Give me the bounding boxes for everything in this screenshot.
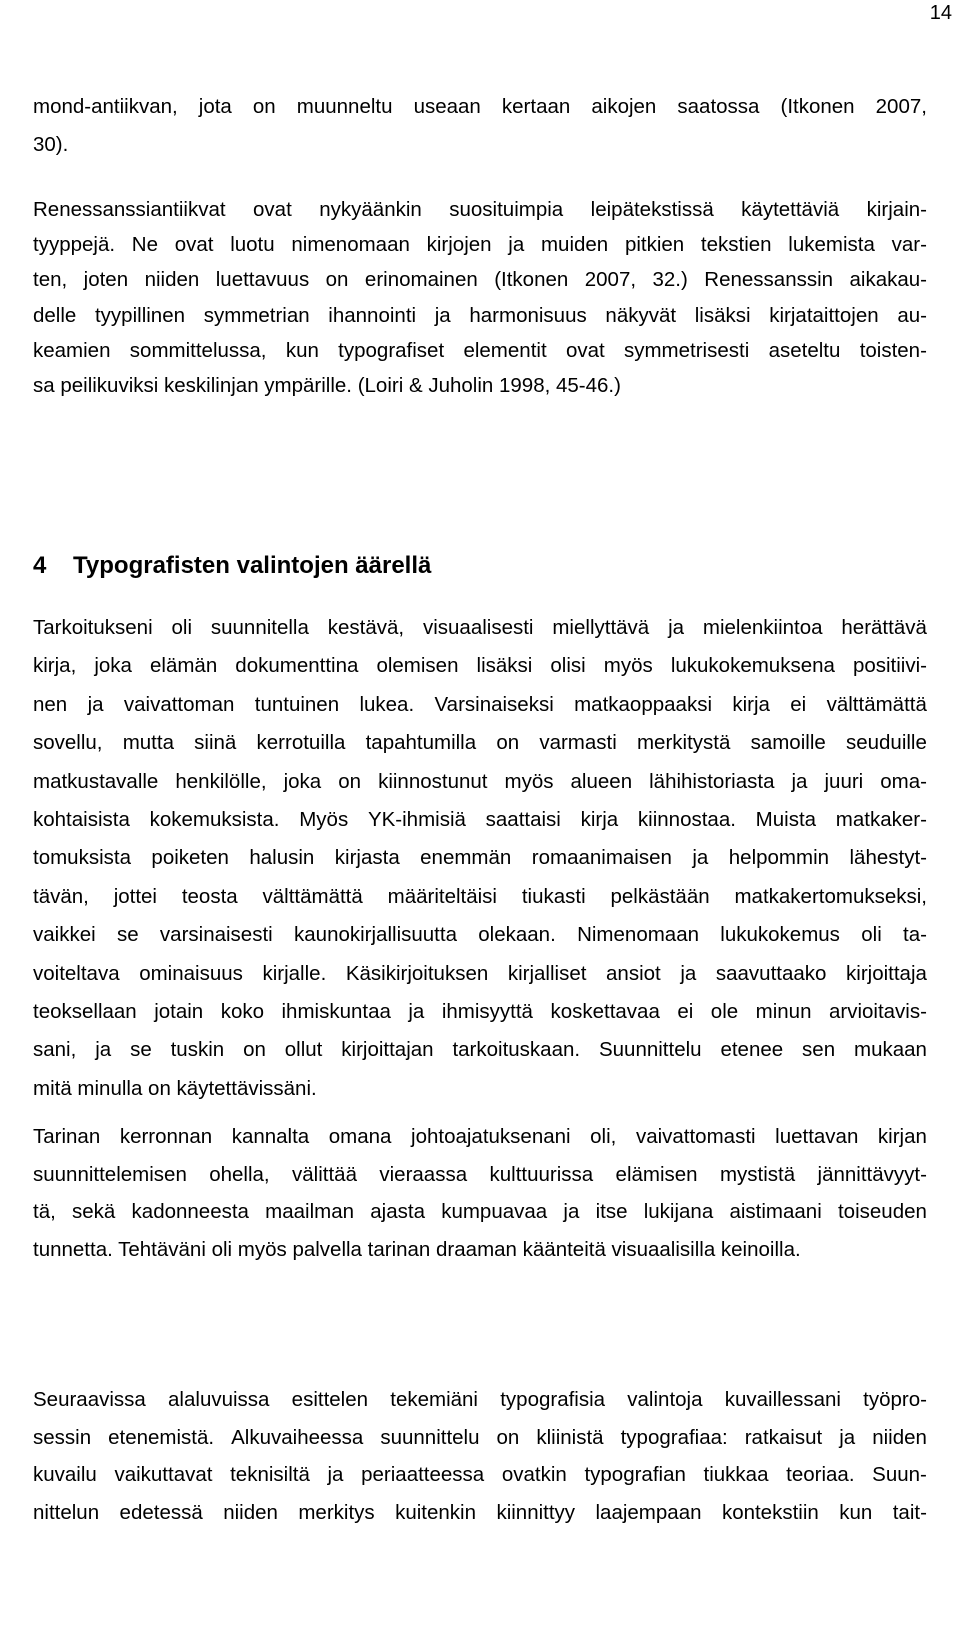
word: niiden (872, 1425, 927, 1449)
word: muunneltu (296, 95, 393, 118)
word: kirjataittojen (769, 303, 879, 327)
word: kumpuavaa (441, 1200, 548, 1223)
word: myös (504, 769, 554, 793)
text-line (33, 692, 927, 718)
word: valintoja (627, 1388, 703, 1411)
word: vaivattoman (123, 692, 235, 716)
word: suunnittelemisen (33, 1162, 187, 1186)
word: poiketen (151, 846, 229, 870)
word: elementit (463, 338, 547, 362)
word: Myös (299, 808, 349, 831)
word: tiukkaa (703, 1463, 769, 1487)
text-line (33, 1425, 927, 1451)
word: leipätekstissä (590, 198, 714, 221)
word: lukea. (359, 692, 415, 716)
word: Käsikirjoituksen (345, 961, 489, 985)
word: Tarinan (33, 1125, 101, 1148)
word: on (496, 731, 520, 755)
word: typografisia (500, 1388, 606, 1411)
word: ja (87, 692, 104, 716)
word: ja (680, 961, 697, 985)
word: kadonneesta (131, 1200, 249, 1223)
word: teosta (181, 884, 238, 908)
word: Muista (755, 808, 817, 831)
word: arvioitavis- (828, 1000, 927, 1023)
word: matkaker- (835, 808, 927, 831)
word: oli, (590, 1125, 617, 1148)
word: aikojen (591, 95, 657, 118)
word: se (130, 1038, 152, 1062)
word: kertaan (501, 95, 571, 118)
word: ihmisyyttä (441, 1000, 533, 1023)
word: herättävä (841, 616, 927, 639)
word: ta- (903, 923, 927, 947)
word: itse (595, 1200, 628, 1223)
word: kerrotuilla (256, 731, 346, 755)
word: varmasti (539, 731, 617, 755)
text-line: 30). (33, 133, 69, 156)
section-heading (33, 551, 431, 581)
word: oli (171, 616, 193, 639)
word: edetessä (119, 1501, 203, 1525)
word: on (252, 95, 276, 118)
heading-title: Typografisten valintojen äärellä (73, 552, 432, 579)
word: matkaoppaaksi (574, 692, 712, 716)
word: sommittelussa, (129, 338, 267, 362)
word: jota (198, 95, 232, 118)
word: henkilölle, (175, 769, 267, 793)
word: tomuksista (33, 846, 131, 870)
word: lähihistoriasta (649, 769, 775, 793)
word: positiivi- (852, 654, 927, 678)
word: elämisen (615, 1162, 698, 1186)
word: aikakau- (849, 268, 927, 292)
word: omana (328, 1125, 392, 1148)
text-line (33, 653, 927, 679)
word: kirjan (877, 1125, 927, 1148)
word: typografian (584, 1463, 686, 1487)
text-line (33, 1462, 927, 1488)
word: koko (220, 1000, 265, 1023)
word: mukaan (854, 1038, 927, 1062)
word: voiteltava (33, 961, 120, 985)
word: lukemista (788, 233, 875, 257)
word: kerronnan (119, 1125, 213, 1148)
word: Nimenomaan (577, 923, 699, 947)
word: tiukasti (521, 884, 586, 908)
text-line (33, 1500, 927, 1526)
word: muiden (540, 233, 609, 257)
word: helpommin (728, 846, 830, 870)
word: kiinnostunut (378, 769, 488, 793)
word: merkitystä (636, 731, 731, 755)
word: kiinnittyy (496, 1501, 576, 1525)
word: kirjain- (866, 198, 927, 221)
word: ja (692, 846, 709, 870)
word: typografiset (338, 338, 445, 362)
word: romaanimaisen (531, 846, 672, 870)
word: alaluvuissa (168, 1388, 270, 1411)
word: alueen (570, 769, 633, 793)
word: sen (802, 1038, 836, 1062)
word: oli (861, 923, 882, 947)
word: ei (677, 1000, 694, 1023)
text-line (33, 961, 927, 987)
word: laajempaan (595, 1501, 702, 1525)
word: ten, (33, 268, 68, 292)
word: samoille (750, 731, 826, 755)
text-line: mitä minulla on käytettävissäni. (33, 1076, 317, 1100)
word: sani, (33, 1038, 77, 1062)
word: saattaisi (485, 808, 561, 831)
word: olisi (550, 654, 586, 678)
word: kuvaillessani (724, 1388, 841, 1411)
word: kohtaisista (33, 808, 130, 831)
word: sessin (33, 1425, 92, 1449)
word: lisäksi (476, 654, 533, 678)
word: vaikkei (33, 923, 96, 947)
word: Varsinaiseksi (434, 692, 554, 716)
word: suunnittelu (380, 1425, 480, 1449)
word: lukukokemuksena (670, 654, 835, 678)
word: mielenkiintoa (702, 616, 823, 639)
word: (Itkonen (780, 95, 855, 118)
word: saatossa (677, 95, 760, 118)
word: olekaan. (478, 923, 556, 947)
word: jottei (113, 884, 157, 908)
word: etenemistä. (108, 1425, 215, 1449)
word: kannalta (231, 1125, 310, 1148)
word: Tarkoitukseni (33, 616, 153, 639)
word: kaunokirjallisuutta (294, 923, 457, 947)
word: matkakertomukseksi, (734, 884, 927, 908)
word: mutta (122, 731, 174, 755)
word: harmonisuus (469, 303, 587, 327)
word: esittelen (291, 1388, 369, 1411)
word: enemmän (420, 846, 512, 870)
text-line (33, 730, 927, 756)
word: ohella, (209, 1162, 270, 1186)
text-line (33, 769, 927, 795)
text-line (33, 94, 927, 120)
word: (Itkonen (494, 268, 569, 292)
word: aistimaani (729, 1200, 822, 1223)
word: on (496, 1425, 520, 1449)
word: vaivattomasti (635, 1125, 756, 1148)
word: matkustavalle (33, 769, 159, 793)
word: pelkästään (610, 884, 710, 908)
word: ja (791, 769, 808, 793)
word: juuri (824, 769, 864, 793)
word: nimenomaan (291, 233, 410, 257)
word: nykyäänkin (319, 198, 422, 221)
word: ja (563, 1200, 580, 1223)
word: kiinnostaa. (637, 808, 736, 831)
word: oma- (880, 769, 927, 793)
word: keamien (33, 338, 111, 362)
word: kun (839, 1501, 873, 1525)
word: kirjasta (334, 846, 400, 870)
word: ja (95, 1038, 112, 1062)
word: kokemuksista. (149, 808, 280, 831)
word: tyypillinen (94, 303, 186, 327)
word: ja (408, 1000, 425, 1023)
word: Seuraavissa (33, 1388, 146, 1411)
word: useaan (413, 95, 481, 118)
word: ole (710, 1000, 739, 1023)
word: niiden (223, 1501, 278, 1525)
word: varsinaisesti (159, 923, 273, 947)
text-line (33, 1124, 927, 1150)
word: delle (33, 303, 77, 327)
word: välttämättä (262, 884, 363, 908)
word: ovatkin (501, 1463, 567, 1487)
text-line (33, 267, 927, 293)
word: maailman (265, 1200, 355, 1223)
word: teknisiltä (230, 1463, 310, 1487)
word: erinomainen (364, 268, 478, 292)
word: kirjoittajan (341, 1038, 434, 1062)
word: johtoajatuksenani (411, 1125, 571, 1148)
word: tekstien (700, 233, 772, 257)
word: merkitys (298, 1501, 375, 1525)
word: on (243, 1038, 266, 1062)
word: ihmiskuntaa (281, 1000, 391, 1023)
word: kirjalliset (507, 961, 587, 985)
word: käytettäviä (741, 198, 840, 221)
word: lisäksi (694, 303, 751, 327)
word: tuskin (170, 1038, 225, 1062)
word: visuaalisesti (422, 616, 534, 639)
word: kuitenkin (395, 1501, 477, 1525)
text-line: sa peilikuviksi keskilinjan ympärille. (Loiri & Juholin 1998, 45-46.) (33, 374, 621, 397)
word: näkyvät (605, 303, 677, 327)
word: symmetrian (203, 303, 310, 327)
word: periaatteessa (361, 1463, 485, 1487)
word: Suun- (872, 1463, 927, 1487)
word: jotain (154, 1000, 204, 1023)
word: koskettavaa (550, 1000, 660, 1023)
word: nen (33, 692, 68, 716)
word: teoriaa. (786, 1463, 855, 1487)
word: elämän (150, 654, 218, 678)
text-line (33, 338, 927, 364)
text-line (33, 303, 927, 329)
word: typografiaa: (620, 1425, 728, 1449)
word: suosituimpia (449, 198, 564, 221)
word: luettavuus (215, 268, 310, 292)
word: symmetrisesti (623, 338, 750, 362)
word: kirja (732, 692, 770, 716)
word: 2007, (584, 268, 637, 292)
text-line (33, 1037, 927, 1063)
word: suunnitella (210, 616, 309, 639)
word: 32.) (652, 268, 688, 292)
text-line (33, 1162, 927, 1188)
word: miellyttävä (552, 616, 650, 639)
word: tekemiäni (390, 1388, 478, 1411)
word: joka (283, 769, 322, 793)
text-line (33, 1199, 927, 1225)
word: välttämättä (826, 692, 927, 716)
text-line (33, 922, 927, 948)
word: joka (94, 654, 132, 678)
word: tapahtumilla (365, 731, 477, 755)
word: etenee (720, 1038, 784, 1062)
text-line (33, 999, 927, 1025)
word: Alkuvaiheessa (231, 1425, 364, 1449)
word: var- (891, 233, 927, 257)
word: on (338, 769, 362, 793)
text-line (33, 884, 927, 910)
word: saavuttaako (715, 961, 827, 985)
word: lukijana (643, 1200, 714, 1223)
word: luettavan (775, 1125, 859, 1148)
word: lukukokemus (720, 923, 840, 947)
word: pitkien (624, 233, 685, 257)
word: ominaisuus (139, 961, 243, 985)
word: mond-antiikvan, (33, 95, 178, 118)
word: lähestyt- (849, 846, 927, 870)
word: kontekstiin (721, 1501, 819, 1525)
word: nittelun (33, 1501, 100, 1525)
page-number: 14 (929, 2, 952, 24)
text-line (33, 232, 927, 258)
word: ovat (565, 338, 605, 362)
word: ovat (174, 233, 214, 257)
text-line (33, 845, 927, 871)
word: ovat (253, 198, 292, 221)
word: on (325, 268, 349, 292)
word: kirjalle. (262, 961, 327, 985)
word: Renessanssin (704, 268, 834, 292)
word: ajasta (370, 1200, 425, 1223)
word: ihannointi (328, 303, 417, 327)
word: au- (897, 303, 927, 327)
word: myös (603, 654, 653, 678)
word: kuvailu (33, 1463, 97, 1487)
word: ei (790, 692, 807, 716)
word: joten (83, 268, 129, 292)
word: välittää (292, 1162, 357, 1186)
heading-number: 4 (33, 552, 47, 579)
word: tarkoituskaan. (452, 1038, 581, 1062)
word: niiden (144, 268, 200, 292)
text-line (33, 807, 927, 833)
word: teoksellaan (33, 1000, 137, 1023)
text-line (33, 197, 927, 223)
word: mystistä (719, 1162, 796, 1186)
word: 2007, (875, 95, 927, 118)
word: luotu (230, 233, 275, 257)
word: sovellu, (33, 731, 103, 755)
word: aseteltu (768, 338, 841, 362)
word: vaikuttavat (114, 1463, 213, 1487)
word: ja (508, 233, 525, 257)
word: ja (434, 303, 451, 327)
word: vieraassa (379, 1162, 468, 1186)
word: kirjoittaja (846, 961, 927, 985)
text-line (33, 615, 927, 641)
word: tävän, (33, 884, 89, 908)
word: Suunnittelu (598, 1038, 702, 1062)
word: määriteltäisi (387, 884, 497, 908)
word: kliinistä (536, 1425, 604, 1449)
word: kun (285, 338, 319, 362)
word: ollut (284, 1038, 323, 1062)
word: dokumenttina (235, 654, 359, 678)
word: Renessanssiantiikvat (33, 198, 226, 221)
word: minun (755, 1000, 812, 1023)
word: seuduille (845, 731, 927, 755)
word: YK-ihmisiä (367, 808, 466, 831)
word: työpro- (863, 1388, 927, 1411)
word: toiseuden (837, 1200, 927, 1223)
word: kestävä, (327, 616, 405, 639)
word: kirja, (33, 654, 77, 678)
word: tait- (892, 1501, 927, 1525)
word: ansiot (606, 961, 661, 985)
word: kirja (580, 808, 619, 831)
word: tyyppejä. (33, 233, 116, 257)
word: siinä (194, 731, 237, 755)
word: kulttuurissa (489, 1162, 594, 1186)
word: se (116, 923, 139, 947)
word: kirjojen (426, 233, 492, 257)
word: ja (839, 1425, 856, 1449)
word: ja (668, 616, 685, 639)
word: ja (327, 1463, 344, 1487)
word: tuntuinen (254, 692, 340, 716)
word: tä, (33, 1200, 56, 1223)
word: sekä (72, 1200, 116, 1223)
word: halusin (249, 846, 315, 870)
word: olemisen (376, 654, 459, 678)
text-line: tunnetta. Tehtäväni oli myös palvella tarinan draaman käänteitä visuaalisilla keinoilla. (33, 1237, 801, 1261)
word: jännittävyyt- (817, 1162, 927, 1186)
text-line (33, 1387, 927, 1413)
word: Ne (131, 233, 158, 257)
word: toisten- (859, 338, 927, 362)
word: ratkaisut (744, 1425, 823, 1449)
